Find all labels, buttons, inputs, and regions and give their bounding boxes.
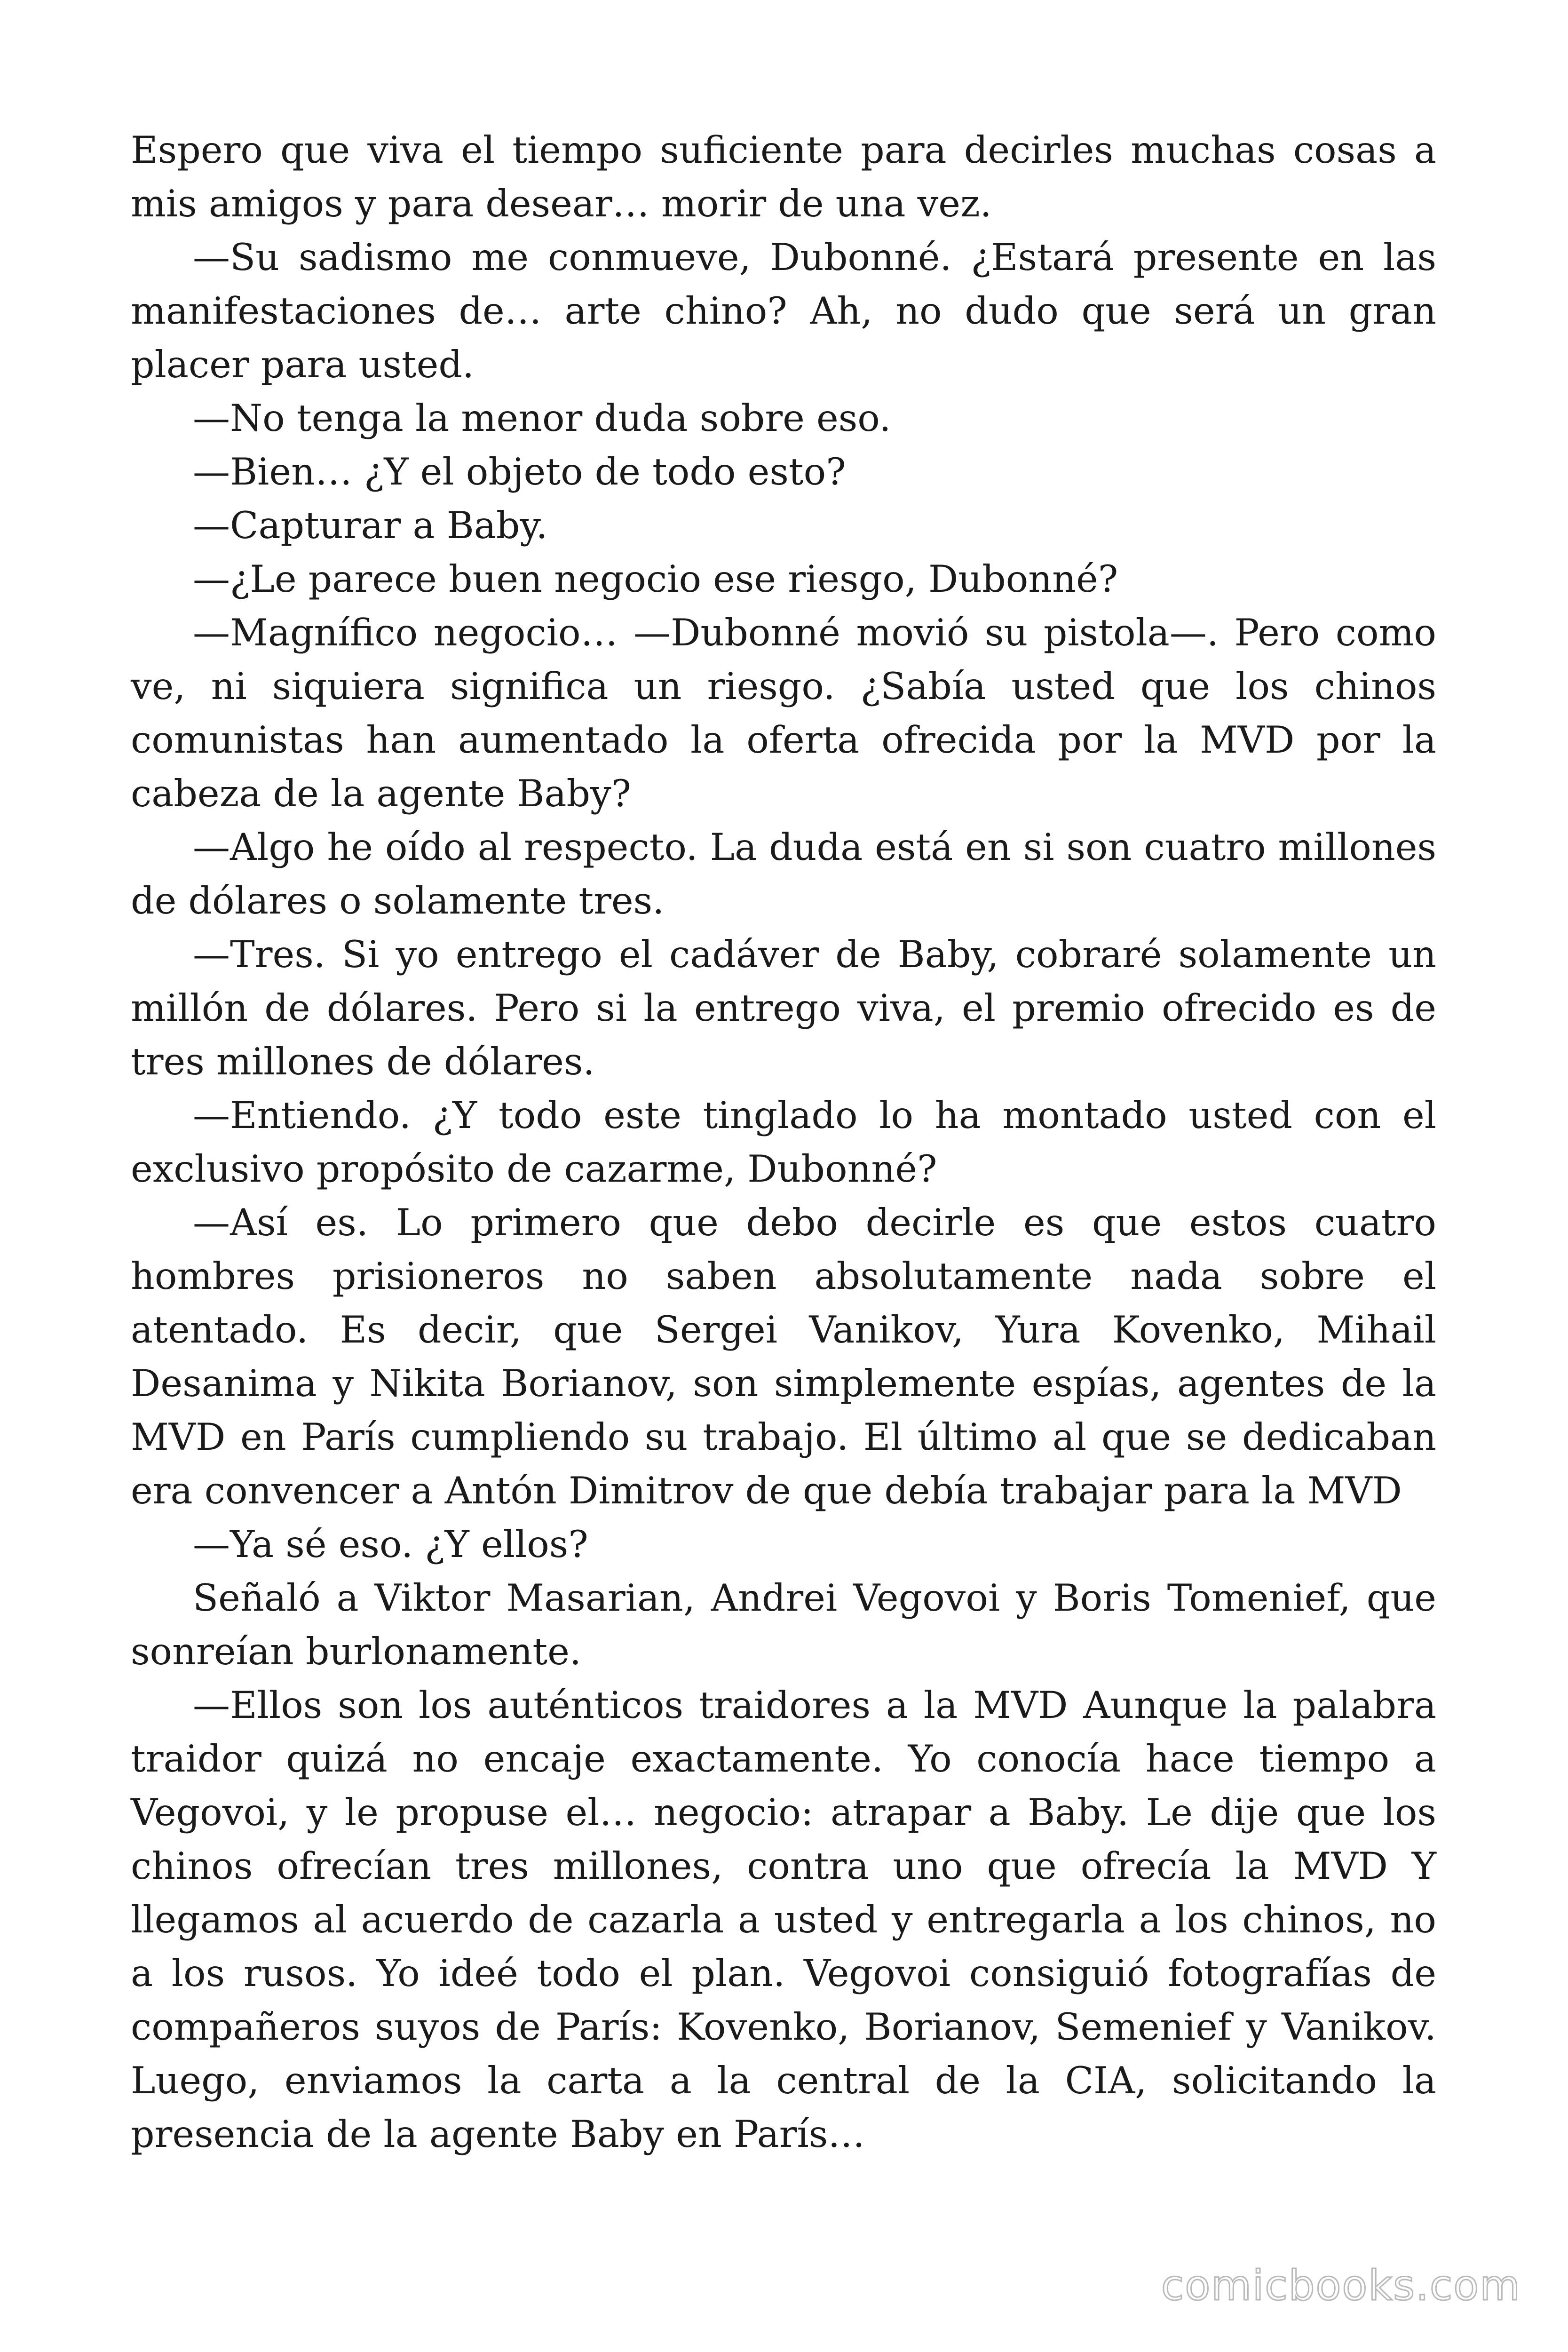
watermark: comicbooks.com [1161,2261,1521,2310]
paragraph-8: —Algo he oído al respecto. La duda está en si son cuatro millones de dólares o solamente tres. [131,826,1436,922]
paragraph-13: Señaló a Viktor Masarian, Andrei Vegovoi y Boris Tomenief, que sonreían burlonamente. [131,1576,1436,1673]
paragraph-10: —Entiendo. ¿Y todo este tinglado lo ha montado usted con el exclusivo propósito de cazarme, Dubonné? [131,1094,1436,1191]
paragraph-11: —Así es. Lo primero que debo decirle es que estos cuatro hombres prisioneros no saben absolutamente nada sobre el atentado. Es decir, que Sergei Vanikov, Yura Kovenko, Mihail Desanima y Nikita Borianov, son simplemente espías, agentes de la MVD en París cumpliendo su trabajo. El último al que se dedicaban era convencer a Antón Dimitrov de que debía trabajar para la MVD [131,1201,1436,1512]
paragraph-5: —Capturar a Baby. [193,504,548,547]
paragraph-1: Espero que viva el tiempo suficiente para decirles muchas cosas a mis amigos y para desear… morir de una vez. [131,128,1436,225]
paragraph-4: —Bien… ¿Y el objeto de todo esto? [193,450,846,493]
paragraph-14: —Ellos son los auténticos traidores a la MVD Aunque la palabra traidor quizá no encaje exactamente. Yo conocía hace tiempo a Vegovoi, y le propuse el… negocio: atrapar a Baby. Le dije que los chinos ofrecían tres millones, contra uno que ofrecía la MVD Y llegamos al acuerdo de cazarla a usted y entregarla a los chinos, no a los rusos. Yo ideé todo el plan. Vegovoi consiguió fotografías de compañeros suyos de París: Kovenko, Borianov, Semenief y Vanikov. Luego, enviamos la carta a la central de la CIA, solicitando la presencia de la agente Baby en París… [131,1684,1436,2156]
body-text [131,123,1436,2161]
paragraph-12: —Ya sé eso. ¿Y ellos? [193,1523,588,1566]
paragraph-2: —Su sadismo me conmueve, Dubonné. ¿Estará presente en las manifestaciones de… arte chino? Ah, no dudo que será un gran placer para usted. [131,236,1436,386]
paragraph-7: —Magnífico negocio… —Dubonné movió su pistola—. Pero como ve, ni siquiera significa un riesgo. ¿Sabía usted que los chinos comunistas han aumentado la oferta ofrecida por la MVD por la cabeza de la agente Baby? [131,611,1436,815]
paragraph-3: —No tenga la menor duda sobre eso. [193,397,891,440]
paragraph-9: —Tres. Si yo entrego el cadáver de Baby, cobraré solamente un millón de dólares. Pero si la entrego viva, el premio ofrecido es de tres millones de dólares. [131,933,1436,1083]
paragraph-6: —¿Le parece buen negocio ese riesgo, Dubonné? [193,557,1118,601]
